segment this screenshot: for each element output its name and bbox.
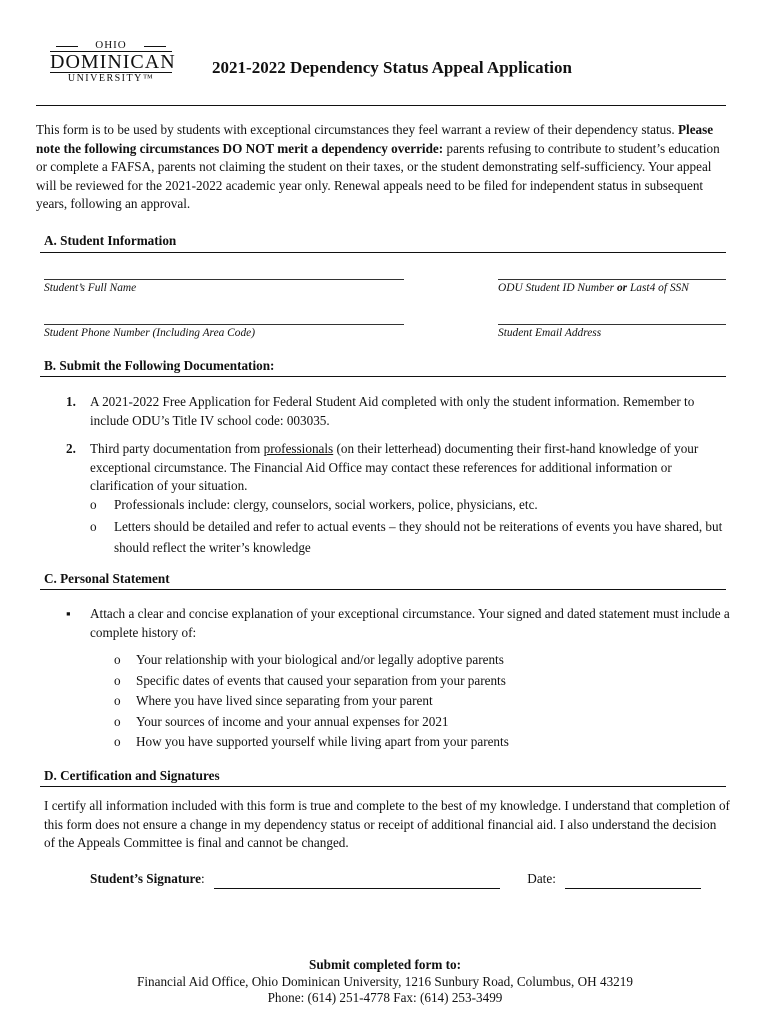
logo-dominican-text: DOMINICAN [50, 51, 176, 73]
documentation-item-third-party [66, 440, 730, 496]
intro-text-1: This form is to be used by students with exceptional circumstances they feel warrant a review of their dependency status. [36, 122, 678, 137]
phone-field[interactable] [44, 324, 404, 325]
section-b-divider [40, 376, 726, 377]
title-divider [36, 105, 726, 106]
documentation-list [66, 393, 730, 558]
date-label: Date: [527, 871, 556, 886]
logo-ohio-text: OHIO [50, 40, 172, 51]
signature-label: Student’s Signature [90, 871, 202, 886]
square-bullet: ▪ [66, 606, 71, 621]
history-item-text: Your relationship with your biological and/or legally adoptive parents [136, 652, 504, 667]
intro-text-2: parents refusing to contribute to student’s education or complete a FAFSA, parents not claiming the student on their taxes, or the student demonstrating self-sufficiency. Your appeal will be reviewed for the 2021-2022 academic year only. Renewal appeals need to be filed for independent status in subsequent years, following an approval. [36, 140, 720, 211]
section-c-heading: C. Personal Statement [44, 571, 170, 586]
email-field[interactable] [498, 324, 726, 325]
sub-item-text: Professionals include: clergy, counselors, social workers, police, physicians, etc. [114, 496, 538, 512]
history-item [114, 671, 724, 692]
circle-bullet: o [114, 652, 121, 667]
section-c-divider [40, 589, 726, 590]
student-id-label-part1: ODU Student ID Number [498, 282, 617, 294]
history-item [114, 691, 724, 712]
full-name-field[interactable] [44, 279, 404, 280]
history-item [114, 712, 724, 733]
circle-bullet: o [114, 693, 121, 708]
section-a-heading: A. Student Information [44, 233, 177, 248]
history-item-text: How you have supported yourself while living apart from your parents [136, 734, 509, 749]
submission-footer [36, 957, 734, 1007]
history-item-text: Your sources of income and your annual expenses for 2021 [136, 713, 449, 729]
certification-text: I certify all information included with this form is true and complete to the best of my knowledge. I understand that completion of this form does not ensure a change in my dependency status or receipt of additional financial aid. I also understand the decision of the Appeals Committee is final and cannot be changed. [44, 798, 730, 850]
documentation-item-fafsa [66, 393, 730, 430]
sub-item-text: Letters should be detailed and refer to actual events – they should not be reiterations of events you have shared, but should reflect the writer’s knowledge [114, 519, 723, 555]
circle-bullet: o [114, 713, 121, 729]
phone-label: Student Phone Number (Including Area Code) [44, 327, 256, 339]
circle-bullet: o [90, 519, 97, 534]
history-item-text: Where you have lived since separating from your parent [136, 693, 433, 708]
instruction-text: Attach a clear and concise explanation of your exceptional circumstance. Your signed and dated statement must include a complete history of: [90, 606, 730, 640]
personal-statement-instruction [66, 605, 730, 642]
item-text-post: (on their letterhead) documenting their first-hand knowledge of your exceptional circumstance. The Financial Aid Office may contact these references for additional information or clarification of your situation. [90, 441, 699, 493]
section-d-divider [40, 786, 726, 787]
footer-address: Financial Aid Office, Ohio Dominican University, 1216 Sunbury Road, Columbus, OH 43219 [137, 973, 633, 989]
logo-university-text: UNIVERSITY™ [67, 73, 155, 84]
full-name-label: Student’s Full Name [44, 282, 137, 294]
student-id-field[interactable] [498, 279, 726, 280]
item-text-pre: Third party documentation from [90, 441, 264, 456]
page-title: 2021-2022 Dependency Status Appeal Application [212, 58, 572, 77]
item-number: 2. [66, 441, 76, 456]
intro-paragraph [36, 121, 732, 214]
intro-bold-note: Please note the following circumstances DO NOT merit a dependency override: [36, 122, 714, 156]
footer-phone-fax: Phone: (614) 251-4778 Fax: (614) 253-3499 [267, 990, 503, 1005]
student-id-label [498, 282, 689, 294]
email-label: Student Email Address [498, 327, 602, 339]
footer-heading: Submit completed form to: [309, 957, 461, 972]
history-list [114, 650, 724, 753]
item-number: 1. [66, 394, 76, 409]
circle-bullet: o [114, 734, 121, 749]
signature-colon: : [201, 871, 205, 886]
signature-field[interactable] [214, 874, 500, 889]
student-id-label-or: or [616, 282, 628, 294]
date-field[interactable] [565, 874, 701, 889]
section-b-heading: B. Submit the Following Documentation: [44, 358, 275, 373]
history-item [114, 732, 724, 753]
section-a-divider [40, 252, 726, 253]
item-text: A 2021-2022 Free Application for Federal Student Aid completed with only the student information. Remember to include ODU’s Title IV school code: 003035. [90, 394, 695, 428]
history-item [114, 650, 724, 671]
section-d-heading: D. Certification and Signatures [44, 768, 220, 783]
signature-row [90, 870, 730, 889]
circle-bullet: o [90, 496, 97, 512]
sub-item-professionals [90, 496, 730, 515]
sub-item-letters [90, 516, 730, 558]
history-item-text: Specific dates of events that caused your separation from your parents [136, 672, 506, 688]
student-id-label-part2: Last4 of SSN [627, 282, 689, 294]
circle-bullet: o [114, 672, 121, 688]
university-logo [50, 39, 176, 86]
professionals-underlined: professionals [263, 441, 334, 456]
